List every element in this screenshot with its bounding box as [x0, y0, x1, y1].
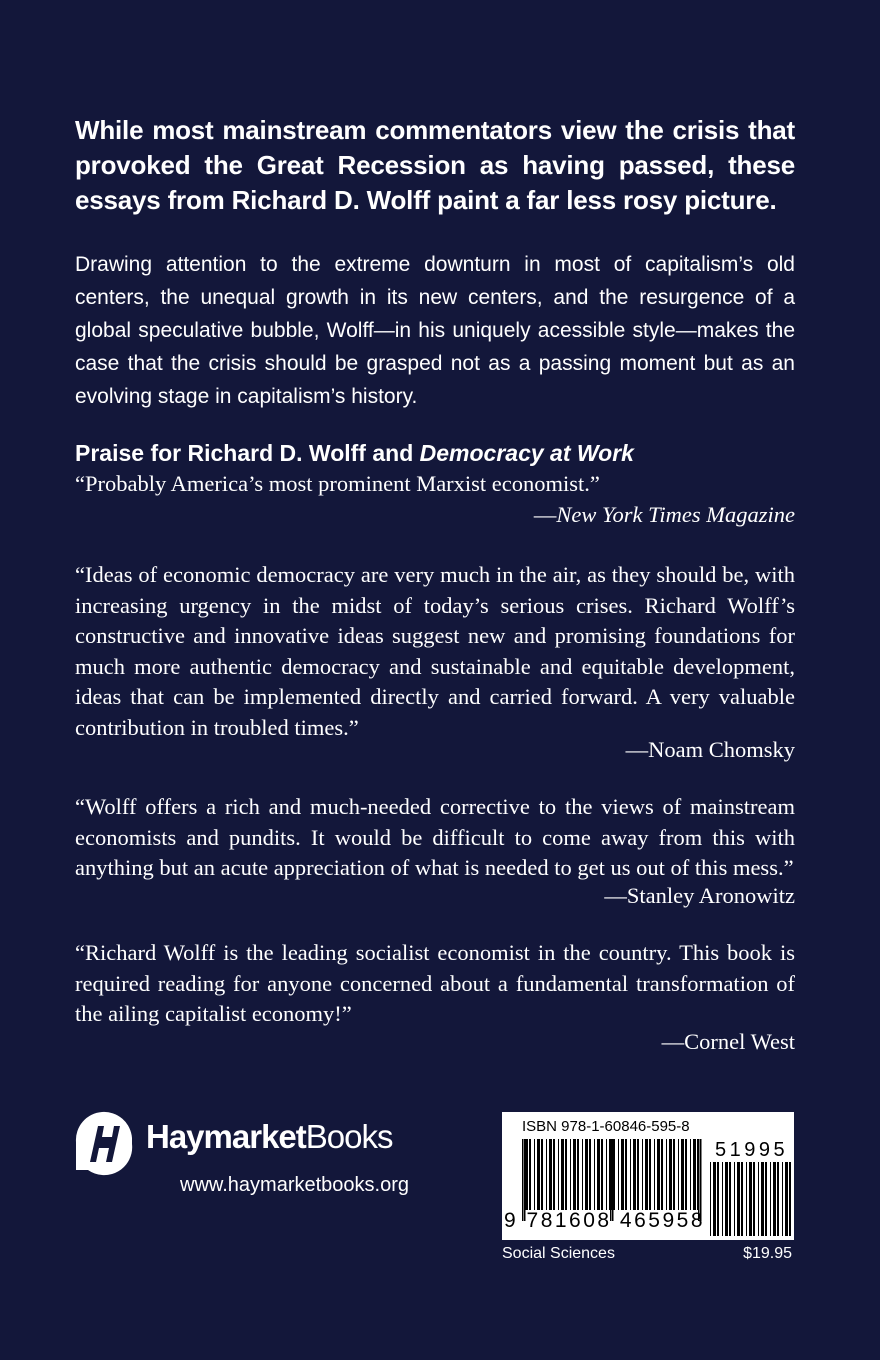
barcode-bar [625, 1139, 627, 1210]
publisher-name-regular: Books [305, 1118, 393, 1155]
addon-number: 51995 [715, 1139, 789, 1161]
barcode-bar [749, 1162, 752, 1236]
quote-aronowitz: “Wolff offers a rich and much-needed corrective to the views of mainstream economists and pundits. It would be difficult to come away from this with anything but an acute appreciation of what is needed to get us out of this mess.” [75, 794, 795, 880]
barcode-bar [573, 1139, 576, 1210]
barcode-bar [645, 1139, 648, 1210]
barcode-bar [597, 1139, 600, 1210]
barcode-bar [758, 1162, 759, 1236]
price-label: $19.95 [743, 1245, 792, 1262]
barcode-bar [713, 1162, 716, 1236]
barcode-bar [782, 1162, 783, 1236]
barcode-bar [685, 1139, 687, 1210]
barcode-bar [537, 1139, 540, 1210]
barcode-bar [633, 1139, 636, 1210]
barcode-bar [553, 1139, 555, 1210]
barcode-bar [693, 1139, 696, 1210]
description-paragraph: Drawing attention to the extreme downturn in most of capitalism’s old centers, the unequal growth in its new centers, and the resurgence of a global speculative bubble, Wolff—in his uniquely acessible style—makes the case that the crisis should be grasped not as a passing moment but as an evolving stage in capitalism’s history. [75, 253, 795, 408]
barcode-bar [710, 1162, 711, 1236]
attribution-west: —Cornel West [661, 1029, 795, 1054]
barcode-bar [785, 1162, 788, 1236]
barcode-bar [761, 1162, 764, 1236]
barcode-bar [618, 1139, 619, 1210]
barcode-bar [746, 1162, 747, 1236]
praise-heading-prefix: Praise for Richard D. Wolff and [75, 440, 420, 466]
barcode-bar [585, 1139, 588, 1210]
attribution-dash: — [533, 502, 557, 527]
barcode-box [502, 1112, 794, 1240]
barcode-bar [549, 1139, 552, 1210]
barcode-bar [649, 1139, 651, 1210]
barcode-bar [666, 1139, 667, 1210]
barcode-bar [577, 1139, 579, 1210]
barcode-bar [541, 1139, 543, 1210]
barcode-bar [582, 1139, 583, 1210]
attribution-chomsky: —Noam Chomsky [625, 737, 795, 762]
barcode-bar [561, 1139, 564, 1210]
barcode-bar [657, 1139, 660, 1210]
barcode-bar [681, 1139, 684, 1210]
attribution-aronowitz: —Stanley Aronowitz [604, 883, 795, 908]
barcode-bar [777, 1162, 779, 1236]
quote-chomsky: “Ideas of economic democracy are very much in the air, as they should be, with increasing urgency in the midst of today’s serious crises. Richard Wolff’s constructive and innovative ideas suggest new and promising foundations for much more authentic democracy and sustainable and equitable development, ideas that can be implemented directly and carried forward. A very valuable contribution in troubled times.” [75, 562, 795, 740]
barcode-bar [546, 1139, 547, 1210]
barcode-bar [594, 1139, 595, 1210]
barcode-bar [789, 1162, 791, 1236]
barcode-bar [558, 1139, 559, 1210]
barcode-bar [601, 1139, 603, 1210]
barcode-bar [570, 1139, 571, 1210]
haymarket-h-logo-icon [70, 1108, 140, 1178]
praise-heading [75, 437, 795, 469]
attribution-nyt-source: New York Times Magazine [556, 502, 795, 527]
barcode-bar [725, 1162, 728, 1236]
barcode-bar [669, 1139, 672, 1210]
barcode-bar [606, 1139, 607, 1210]
barcode-bar [690, 1139, 691, 1210]
barcode-bar [673, 1139, 675, 1210]
barcode-bar [753, 1162, 755, 1236]
ean-number: 9 781608 465958 [504, 1209, 705, 1232]
barcode-bar [565, 1139, 567, 1210]
barcode-bar [637, 1139, 639, 1210]
lead-paragraph: While most mainstream commentators view the crisis that provoked the Great Recession as having passed, these essays from Richard D. Wolff paint a far less rosy picture. [75, 115, 795, 215]
barcode-bar [722, 1162, 723, 1236]
barcode-bar [661, 1139, 663, 1210]
publisher-name-bold: Haymarket [146, 1118, 306, 1155]
barcode-bar [630, 1139, 631, 1210]
barcode-bar [534, 1139, 535, 1210]
isbn-label: ISBN 978-1-60846-595-8 [522, 1118, 690, 1135]
barcode-bar [654, 1139, 655, 1210]
quote-nyt: “Probably America’s most prominent Marxist economist.” [75, 471, 600, 496]
publisher-name [146, 1118, 393, 1156]
barcode-bar [734, 1162, 735, 1236]
praise-heading-title: Democracy at Work [419, 440, 634, 466]
quote-west: “Richard Wolff is the leading socialist economist in the country. This book is required reading for anyone concerned about a fundamental transformation of the ailing capitalist economy!” [75, 940, 795, 1026]
barcode-bar [717, 1162, 719, 1236]
barcode-bar [741, 1162, 743, 1236]
barcode-bar [678, 1139, 679, 1210]
publisher-logo [70, 1108, 430, 1208]
barcode-bar [589, 1139, 591, 1210]
publisher-url: www.haymarketbooks.org [180, 1174, 409, 1196]
barcode-bar [529, 1139, 531, 1210]
barcode-bar [765, 1162, 767, 1236]
barcode-bar [737, 1162, 740, 1236]
barcode-bar [642, 1139, 643, 1210]
barcode-bar [729, 1162, 731, 1236]
attribution-nyt [534, 500, 795, 531]
barcode-bar [773, 1162, 776, 1236]
category-label: Social Sciences [502, 1245, 615, 1262]
barcode-bar [770, 1162, 771, 1236]
barcode-bar [621, 1139, 624, 1210]
